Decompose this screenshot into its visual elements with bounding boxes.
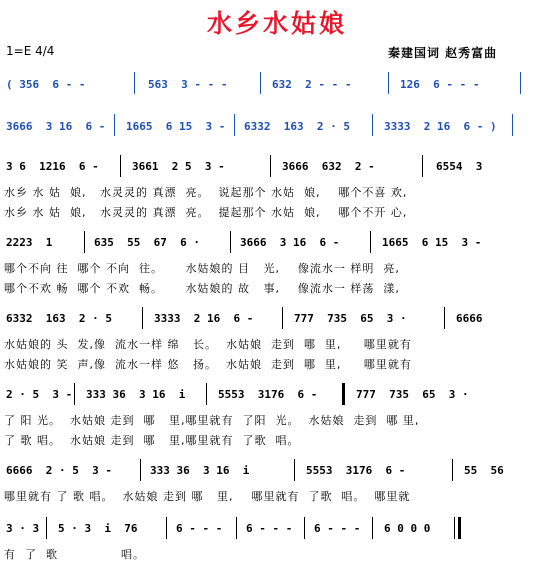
intro1-measure-1: ( 356 6 - -: [6, 78, 86, 91]
row4-measure-4: 777 735 65 3 ·: [356, 388, 469, 401]
barline: [236, 517, 237, 539]
row2-measure-2: 635 55 67 6 ·: [94, 236, 200, 249]
row3-measure-4: 6666: [456, 312, 483, 325]
row3-measure-3: 777 735 65 3 ·: [294, 312, 407, 325]
row6-measure-4: 6 - - -: [246, 522, 293, 535]
barline: [206, 383, 207, 405]
row2-measure-3: 3666 3 16 6 -: [240, 236, 340, 249]
row4-measure-1: 2 · 5 3 -: [6, 388, 73, 401]
row1-lyric-verse1: 水乡 水 姑 娘, 水灵灵的 真漂 亮。 说起那个 水姑 娘, 哪个不喜 欢,: [4, 186, 408, 199]
barline: [512, 114, 513, 136]
barline: [140, 459, 141, 481]
row5-measure-4: 55 56: [464, 464, 504, 477]
intro1-measure-4: 126 6 - - -: [400, 78, 480, 91]
row1-measure-1: 3 6 1216 6 -: [6, 160, 99, 173]
barline: [520, 72, 521, 94]
row4-lyric-verse2: 了 歌 唱。 水姑娘 走到 哪 里,哪里就有 了歌 唱。: [4, 434, 300, 447]
row1-lyric-verse2: 水乡 水 姑 娘, 水灵灵的 真漂 亮。 提起那个 水姑 娘, 哪个不开 心,: [4, 206, 408, 219]
repeat-barline: [342, 383, 345, 405]
row6-measure-6: 6 0 0 0: [384, 522, 431, 535]
row3-lyric-verse1: 水姑娘的 头 发,像 流水一样 绵 长。 水姑娘 走到 哪 里, 哪里就有: [4, 338, 412, 351]
barline: [134, 72, 135, 94]
row3-measure-1: 6332 163 2 · 5: [6, 312, 112, 325]
row6-measure-2: 5 · 3 i 76: [58, 522, 138, 535]
row4-measure-2: 333 36 3 16 i: [86, 388, 186, 401]
barline: [230, 231, 231, 253]
barline: [452, 459, 453, 481]
row3-measure-2: 3333 2 16 6 -: [154, 312, 254, 325]
row1-measure-3: 3666 632 2 -: [282, 160, 375, 173]
row6-measure-1: 3 · 3: [6, 522, 40, 535]
barline: [294, 459, 295, 481]
barline: [282, 307, 283, 329]
intro2-measure-3: 6332 163 2 · 5: [244, 120, 350, 133]
barline: [372, 114, 373, 136]
row6-measure-3: 6 - - -: [176, 522, 223, 535]
row2-measure-4: 1665 6 15 3 -: [382, 236, 482, 249]
barline: [388, 72, 389, 94]
barline: [260, 72, 261, 94]
barline: [166, 517, 167, 539]
row4-lyric-verse1: 了 阳 光。 水姑娘 走到 哪 里,哪里就有 了阳 光。 水姑娘 走到 哪 里,: [4, 414, 420, 427]
row2-lyric-verse1: 哪个不向 往 哪个 不向 往。 水姑娘的 目 光, 像流水一 样明 亮,: [4, 262, 400, 275]
barline: [142, 307, 143, 329]
barline: [270, 155, 271, 177]
row1-measure-2: 3661 2 5 3 -: [132, 160, 225, 173]
barline: [74, 383, 75, 405]
row5-measure-1: 6666 2 · 5 3 -: [6, 464, 112, 477]
row5-measure-3: 5553 3176 6 -: [306, 464, 406, 477]
barline: [234, 114, 235, 136]
final-barline-thick: [458, 517, 461, 539]
row2-lyric-verse2: 哪个不欢 畅 哪个 不欢 畅。 水姑娘的 故 事, 像流水一 样荡 漾,: [4, 282, 400, 295]
final-barline-thin: [454, 517, 455, 539]
intro2-measure-1: 3666 3 16 6 -: [6, 120, 106, 133]
barline: [422, 155, 423, 177]
row5-measure-2: 333 36 3 16 i: [150, 464, 250, 477]
barline: [444, 307, 445, 329]
row5-lyric: 哪里就有 了 歌 唱。 水姑娘 走到 哪 里, 哪里就有 了歌 唱。 哪里就: [4, 490, 411, 503]
barline: [84, 231, 85, 253]
row6-measure-5: 6 - - -: [314, 522, 361, 535]
song-title: 水乡水姑娘: [206, 9, 347, 38]
row1-measure-4: 6554 3: [436, 160, 483, 173]
barline: [372, 517, 373, 539]
intro2-measure-2: 1665 6 15 3 -: [126, 120, 226, 133]
barline: [304, 517, 305, 539]
row2-measure-1: 2223 1: [6, 236, 53, 249]
intro1-measure-3: 632 2 - - -: [272, 78, 352, 91]
intro2-measure-4: 3333 2 16 6 - ): [384, 120, 497, 133]
row6-lyric: 有 了 歌 唱。: [4, 548, 145, 561]
key-time-signature: 1=E 4/4: [6, 44, 55, 58]
intro1-measure-2: 563 3 - - -: [148, 78, 228, 91]
barline: [120, 155, 121, 177]
credits: 秦建国词 赵秀富曲: [388, 46, 498, 60]
barline: [46, 517, 47, 539]
barline: [114, 114, 115, 136]
barline: [370, 231, 371, 253]
row4-measure-3: 5553 3176 6 -: [218, 388, 318, 401]
row3-lyric-verse2: 水姑娘的 笑 声,像 流水一样 悠 扬。 水姑娘 走到 哪 里, 哪里就有: [4, 358, 412, 371]
